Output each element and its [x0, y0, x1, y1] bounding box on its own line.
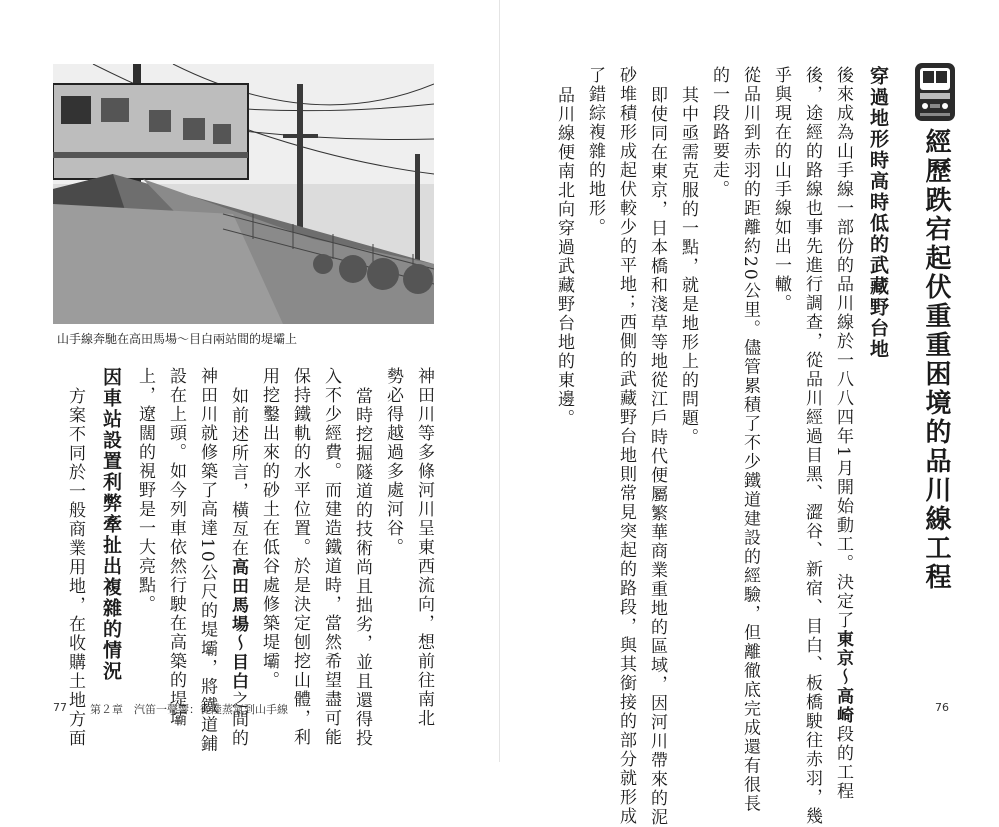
- paragraph-line: 其中亟需克服的一點，就是地形上的問題。: [678, 86, 698, 447]
- train-embankment-photo: [53, 64, 434, 324]
- paragraph-line: 品川線便南北向穿過武藏野台地的東邊。: [554, 86, 574, 428]
- paragraph-line: 入不少經費。而建造鐵道時，當然希望盡可能: [321, 367, 341, 747]
- paragraph-line: 上，遼闊的視野是一大亮點。: [135, 367, 155, 614]
- page-number-right: 76: [935, 701, 949, 714]
- paragraph-line: 即使同在東京，日本橋和淺草等地從江戶時代便屬繁華商業重地的區域，因河川帶來的泥: [647, 86, 667, 827]
- paragraph-line: 神田川等多條河川呈東西流向，想前往南北: [414, 367, 434, 728]
- section-heading-1: 穿過地形時高時低的武藏野台地: [867, 66, 889, 360]
- train-icon: [914, 62, 956, 122]
- photo-caption: 山手線奔馳在高田馬場～目白兩站間的堤壩上: [57, 332, 298, 346]
- paragraph-line: 如前述所言，橫亙在高田馬場～目白之間的: [228, 387, 248, 748]
- paragraph-line: 後，途經的路線也事先進行調查，從品川經過目黑、澀谷、新宿、目白、板橋駛往赤羽，幾: [802, 66, 822, 826]
- photo-illustration: [53, 64, 434, 324]
- paragraph-line: 保持鐵軌的水平位置。於是決定刨挖山體，利: [290, 367, 310, 747]
- section-heading-2: 因車站設置利弊牽扯出複雜的情況: [100, 367, 122, 682]
- paragraph-line: 當時挖掘隧道的技術尚且拙劣，並且還得投: [352, 387, 372, 748]
- page-gutter: [499, 0, 500, 762]
- paragraph-line: 乎與現在的山手線如出一轍。: [771, 66, 791, 313]
- paragraph-line: 神田川就修築了高達10公尺的堤壩，將鐵道鋪: [197, 367, 217, 754]
- paragraph-line: 設在上頭。如今列車依然行駛在高築的堤壩: [166, 367, 186, 728]
- paragraph-line: 方案不同於一般商業用地，在收購土地方面: [65, 387, 85, 748]
- paragraph-line: 從品川到赤羽的距離約20公里。儘管累積了不少鐵道建設的經驗，但離徹底完成還有很長: [740, 66, 760, 814]
- paragraph-line: 勢必得越過多處河谷。: [383, 367, 403, 557]
- paragraph-line: 了錯綜複雜的地形。: [585, 66, 605, 237]
- paragraph-line: 後來成為山手線一部份的品川線於一八八四年1月開始動工。決定了東京～高崎段的工程: [833, 66, 853, 801]
- chapter-running-title: 第２章 汽笛一聲響：從陸蒸氣到山手線: [90, 703, 288, 716]
- page-number-left: 77: [53, 701, 67, 714]
- paragraph-line: 砂堆積形成起伏較少的平地；西側的武藏野台地則常見突起的路段，與其銜接的部分就形成: [616, 66, 636, 826]
- paragraph-line: 的一段路要走。: [709, 66, 729, 199]
- chapter-section-title: 經歷跌宕起伏重重困境的品川線工程: [921, 128, 951, 592]
- paragraph-line: 用挖鑿出來的砂土在低谷處修築堤壩。: [259, 367, 279, 690]
